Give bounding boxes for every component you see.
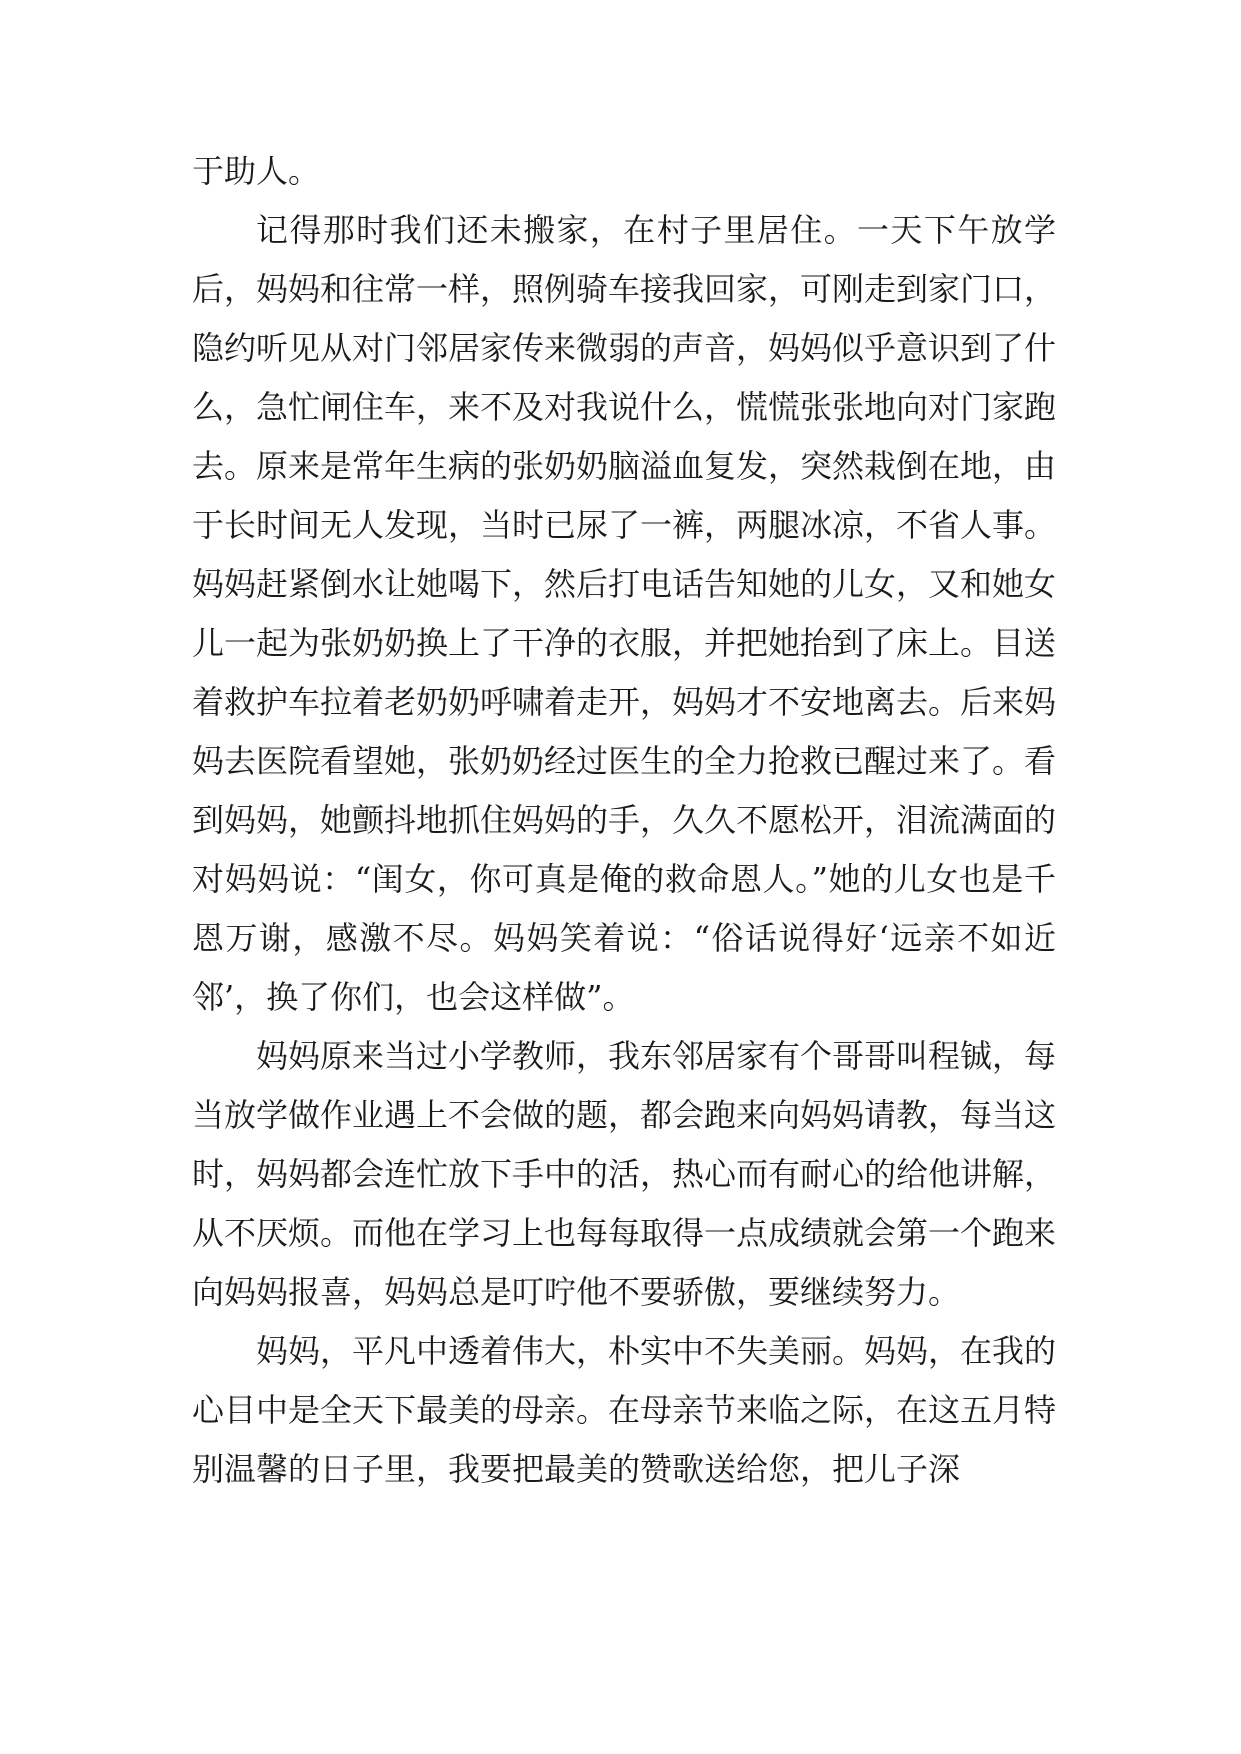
- paragraph-teacher-help: 妈妈原来当过小学教师，我东邻居家有个哥哥叫程铖，每当放学做作业遇上不会做的题，都会跑来向妈妈请教，每当这时，妈妈都会连忙放下手中的活，热心而有耐心的给他讲解，从不厌烦。而他在学习上也每每取得一点成绩就会第一个跑来向妈妈报喜，妈妈总是叮咛他不要骄傲，要继续努力。: [192, 1037, 1057, 1311]
- paragraph-mothers-day: 妈妈，平凡中透着伟大，朴实中不失美丽。妈妈，在我的心目中是全天下最美的母亲。在母亲节来临之际，在这五月特别温馨的日子里，我要把最美的赞歌送给您，把儿子深: [192, 1332, 1057, 1488]
- paragraph-continuation: 于助人。: [192, 152, 321, 190]
- paragraph-neighbor-rescue: 记得那时我们还未搬家，在村子里居住。一天下午放学后，妈妈和往常一样，照例骑车接我回家，可刚走到家门口，隐约听见从对门邻居家传来微弱的声音，妈妈似乎意识到了什么，急忙闸住车，来不及对我说什么，慌慌张张地向对门家跑去。原来是常年生病的张奶奶脑溢血复发，突然栽倒在地，由于长时间无人发现，当时已尿了一裤，两腿冰凉，不省人事。妈妈赶紧倒水让她喝下，然后打电话告知她的儿女，又和她女儿一起为张奶奶换上了干净的衣服，并把她抬到了床上。目送着救护车拉着老奶奶呼啸着走开，妈妈才不安地离去。后来妈妈去医院看望她，张奶奶经过医生的全力抢救已醒过来了。看到妈妈，她颤抖地抓住妈妈的手，久久不愿松开，泪流满面的对妈妈说：“闺女，你可真是俺的救命恩人。”她的儿女也是千恩万谢，感激不尽。妈妈笑着说：“俗话说得好‘远亲不如近邻’，换了你们，也会这样做”。: [192, 211, 1057, 1016]
- document-page: [192, 142, 1056, 1499]
